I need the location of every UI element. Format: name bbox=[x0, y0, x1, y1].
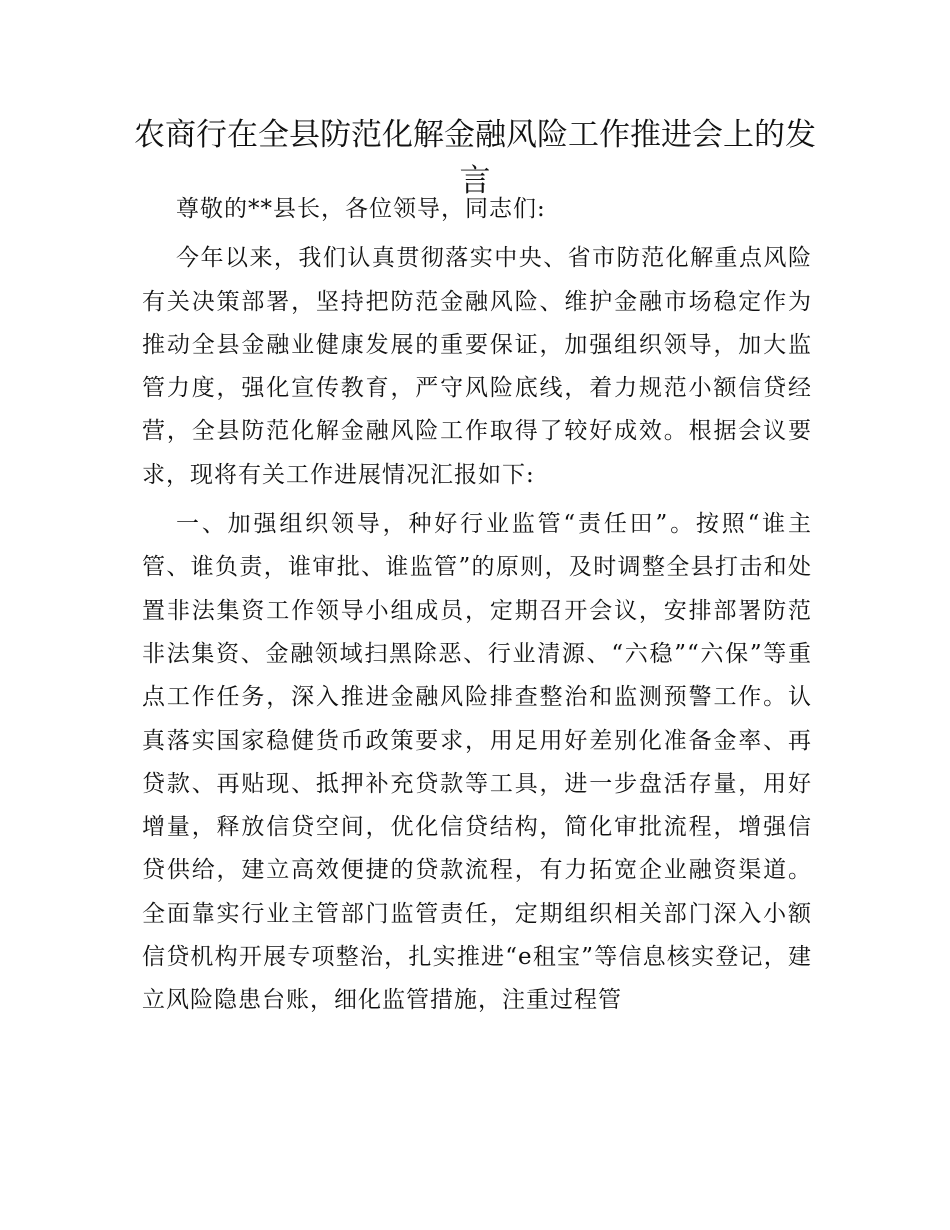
document-body bbox=[142, 188, 812, 1029]
salutation-paragraph: 尊敬的**县长，各位领导，同志们: bbox=[176, 196, 546, 222]
document-title: 农商行在全县防范化解金融风险工作推进会上的发言 bbox=[134, 117, 816, 199]
section-one-paragraph: 一、加强组织领导，种好行业监管“责任田”。按照“谁主管、谁负责，谁审批、谁监管”的原则，及时调整全县打击和处置非法集资工作领导小组成员，定期召开会议，安排部署防范非法集资、金融领域扫黑除恶、行业清源、“六稳”“六保”等重点工作任务，深入推进金融风险排查整治和监测预警工作。认真落实国家稳健货币政策要求，用足用好差别化准备金率、再贷款、再贴现、抵押补充贷款等工具，进一步盘活存量，用好增量，释放信贷空间，优化信贷结构，简化审批流程，增强信贷供给，建立高效便捷的贷款流程，有力拓宽企业融资渠道。全面靠实行业主管部门监管责任，定期组织相关部门深入小额信贷机构开展专项整治，扎实推进“e租宝”等信息核实登记，建立风险隐患台账，细化监管措施，注重过程管 bbox=[142, 511, 812, 1014]
intro-paragraph: 今年以来，我们认真贯彻落实中央、省市防范化解重点风险有关决策部署，坚持把防范金融风险、维护金融市场稳定作为推动全县金融业健康发展的重要保证，加强组织领导，加大监管力度，强化宣传教育，严守风险底线，着力规范小额信贷经营，全县防范化解金融风险工作取得了较好成效。根据会议要求，现将有关工作进展情况汇报如下: bbox=[142, 245, 812, 488]
